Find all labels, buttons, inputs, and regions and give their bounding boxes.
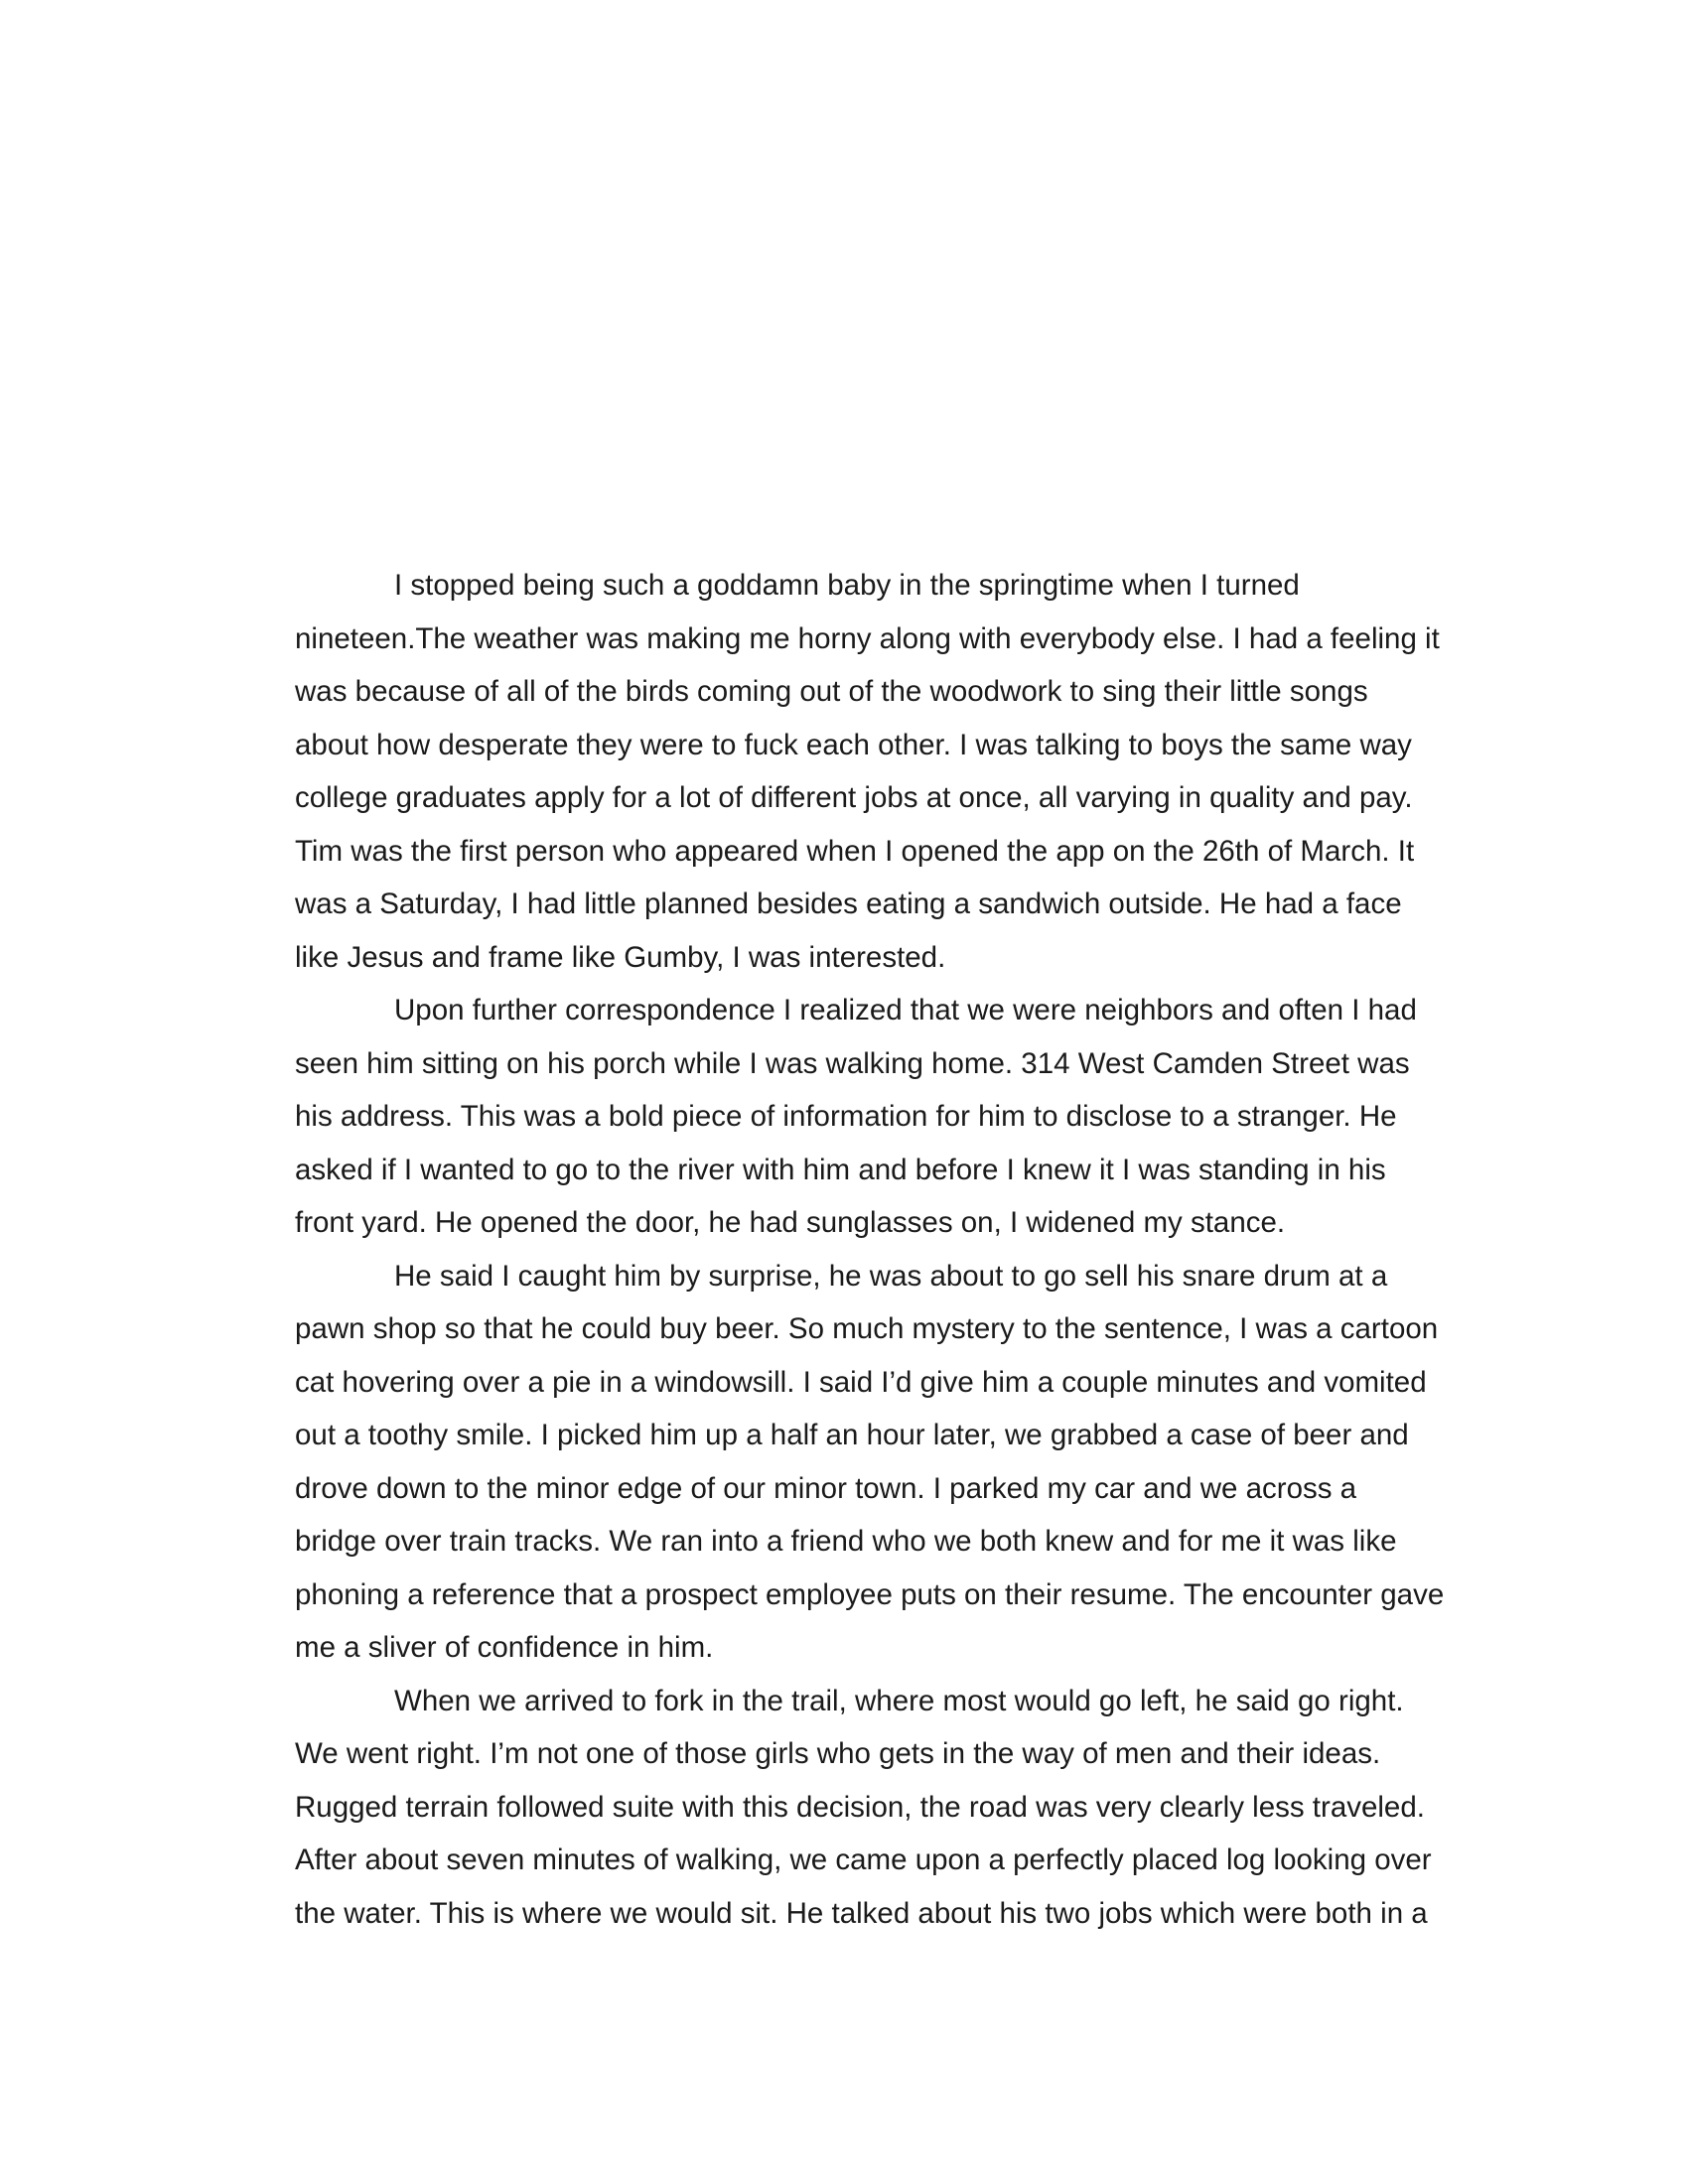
text-line: nineteen.The weather was making me horny along with everybody else. I had a feeling it (295, 621, 1440, 655)
text-line: me a sliver of confidence in him. (295, 1631, 714, 1664)
text-line: He said I caught him by surprise, he was about to go sell his snare drum at a (394, 1259, 1388, 1293)
text-line: bridge over train tracks. We ran into a friend who we both knew and for me it was like (295, 1525, 1397, 1558)
text-line: phoning a reference that a prospect employee puts on their resume. The encounter gave (295, 1577, 1445, 1611)
text-line: seen him sitting on his porch while I was walking home. 314 West Camden Street was (295, 1046, 1410, 1080)
text-line: about how desperate they were to fuck each other. I was talking to boys the same way (295, 728, 1412, 761)
document-body (295, 559, 1477, 1940)
paragraph-2 (295, 984, 1477, 1250)
text-line: asked if I wanted to go to the river with him and before I knew it I was standing in his (295, 1153, 1386, 1186)
text-line: We went right. I’m not one of those girls who gets in the way of men and their ideas. (295, 1737, 1381, 1770)
text-line: Rugged terrain followed suite with this decision, the road was very clearly less traveled. (295, 1790, 1425, 1824)
text-line: the water. This is where we would sit. He talked about his two jobs which were both in a (295, 1896, 1428, 1930)
text-line: pawn shop so that he could buy beer. So much mystery to the sentence, I was a cartoon (295, 1312, 1439, 1345)
text-line: like Jesus and frame like Gumby, I was interested. (295, 940, 946, 974)
paragraph-1 (295, 559, 1477, 984)
text-line: Upon further correspondence I realized that we were neighbors and often I had (394, 994, 1417, 1026)
text-line: After about seven minutes of walking, we came upon a perfectly placed log looking over (295, 1843, 1432, 1876)
text-line: was because of all of the birds coming out of the woodwork to sing their little songs (295, 675, 1368, 708)
text-line: drove down to the minor edge of our minor town. I parked my car and we across a (295, 1471, 1357, 1505)
text-line: When we arrived to fork in the trail, where most would go left, he said go right. (394, 1684, 1404, 1717)
paragraph-3 (295, 1250, 1477, 1675)
text-line: out a toothy smile. I picked him up a half an hour later, we grabbed a case of beer and (295, 1419, 1409, 1451)
paragraph-4 (295, 1675, 1477, 1941)
text-line: Tim was the first person who appeared when I opened the app on the 26th of March. It (295, 834, 1415, 868)
text-line: cat hovering over a pie in a windowsill. I said I’d give him a couple minutes and vomited (295, 1365, 1427, 1399)
text-line: front yard. He opened the door, he had sunglasses on, I widened my stance. (295, 1206, 1286, 1239)
text-line: college graduates apply for a lot of different jobs at once, all varying in quality and pay. (295, 781, 1413, 814)
text-line: was a Saturday, I had little planned besides eating a sandwich outside. He had a face (295, 887, 1402, 920)
text-line: I stopped being such a goddamn baby in the springtime when I turned (394, 569, 1300, 602)
text-line: his address. This was a bold piece of information for him to disclose to a stranger. He (295, 1100, 1397, 1133)
